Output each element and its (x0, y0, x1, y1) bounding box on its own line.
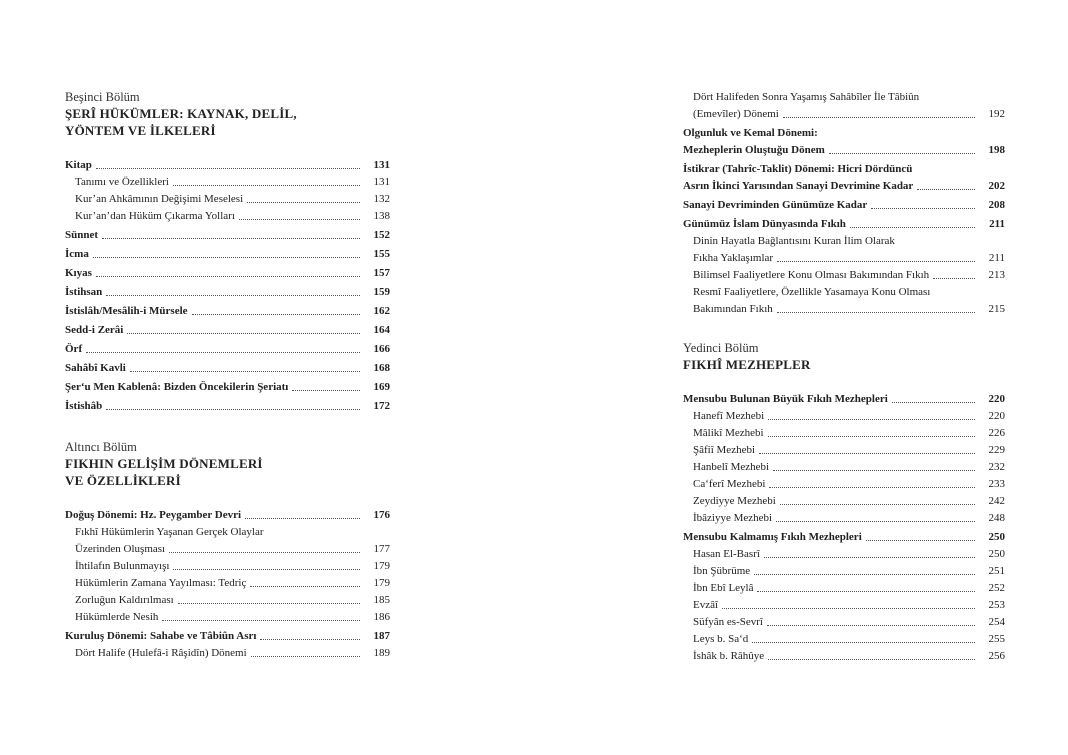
toc-entry-title: Hanbelî Mezhebi (693, 461, 770, 473)
toc-entry-title: Leys b. Sa‘d (693, 633, 749, 645)
toc-entry-row (683, 442, 1005, 459)
page-number: 186 (373, 611, 390, 623)
toc-entry-row (683, 648, 1005, 665)
toc-entry-row (65, 628, 390, 645)
page-number: 220 (988, 393, 1005, 405)
page-number: 213 (988, 269, 1005, 281)
toc-entry-row (65, 227, 390, 244)
toc-entry-title: Sahâbî Kavli (65, 362, 126, 374)
dot-leader (106, 295, 360, 296)
toc-entry-row (683, 459, 1005, 476)
toc-entry-row (65, 398, 390, 415)
toc-heading-entry[interactable] (65, 628, 390, 645)
toc-subentry[interactable] (65, 174, 390, 191)
toc-entry-title: Dört Halife (Hulefâ-i Râşidîn) Dönemi (75, 647, 247, 659)
toc-subentry[interactable] (683, 267, 1005, 284)
dot-leader (239, 219, 360, 220)
toc-entry-title: Süfyân es-Sevrî (693, 616, 763, 628)
toc-entry-row (683, 510, 1005, 527)
toc-entry-row (683, 250, 1005, 267)
chapter-label: Altıncı Bölüm (65, 440, 137, 454)
toc-entry-title: İbn Ebî Leylâ (693, 582, 754, 594)
page-number: 255 (988, 633, 1005, 645)
toc-subentry[interactable] (683, 233, 1005, 267)
toc-entry-title: Hasan El-Basrî (693, 548, 760, 560)
page-number: 226 (988, 427, 1005, 439)
page-number: 253 (988, 599, 1005, 611)
dot-leader (773, 470, 975, 471)
toc-entry-row (65, 284, 390, 301)
toc-entry-row (683, 580, 1005, 597)
dot-leader (783, 117, 975, 118)
toc-entry-row (65, 303, 390, 320)
page-number: 189 (373, 647, 390, 659)
dot-leader (754, 574, 975, 575)
toc-entry-row (683, 614, 1005, 631)
toc-subentry[interactable] (65, 575, 390, 592)
toc-entry-title: Zeydiyye Mezhebi (693, 495, 776, 507)
toc-entry-row (65, 360, 390, 377)
dot-leader (777, 312, 975, 313)
dot-leader (173, 185, 360, 186)
toc-entry-line: Fıkhî Hükümlerin Yaşanan Gerçek Olaylar (75, 526, 264, 538)
toc-entry-title: Mâlikî Mezhebi (693, 427, 764, 439)
toc-heading-entry[interactable] (65, 398, 390, 415)
chapter-title: VE ÖZELLİKLERİ (65, 473, 181, 488)
toc-subentry[interactable] (683, 648, 1005, 665)
page-number: 164 (373, 324, 390, 336)
page-number: 192 (988, 108, 1005, 120)
toc-entry-title: Mezheplerin Oluştuğu Dönem (683, 144, 825, 156)
toc-heading-entry[interactable] (683, 125, 1005, 159)
toc-entry-row (65, 592, 390, 609)
toc-entry-line: İstikrar (Tahrîc-Taklit) Dönemi: Hicri Dördüncü (683, 163, 913, 175)
toc-entry-title: Kıyas (65, 267, 92, 279)
toc-entry-row (683, 106, 1005, 123)
toc-entry-title: Örf (65, 343, 83, 355)
toc-entry-title: (Emevîler) Dönemi (693, 108, 779, 120)
page-number: 232 (988, 461, 1005, 473)
toc-subentry[interactable] (65, 524, 390, 558)
page-number: 131 (373, 159, 390, 171)
page-number: 155 (373, 248, 390, 260)
dot-leader (850, 227, 975, 228)
dot-leader (251, 656, 360, 657)
toc-heading-entry[interactable] (65, 360, 390, 377)
toc-entry-title: İhtilafın Bulunmayışı (75, 560, 170, 572)
dot-leader (247, 202, 360, 203)
toc-entry-row (65, 265, 390, 282)
toc-entry-title: İbâziyye Mezhebi (693, 512, 773, 524)
page-number: 229 (988, 444, 1005, 456)
toc-entry-title: Şer‘u Men Kablenâ: Bizden Öncekilerin Şeriatı (65, 381, 289, 393)
dot-leader (759, 453, 975, 454)
dot-leader (829, 153, 975, 154)
page-number: 251 (988, 565, 1005, 577)
dot-leader (768, 436, 975, 437)
dot-leader (96, 168, 360, 169)
toc-subentry[interactable] (683, 563, 1005, 580)
page-number: 176 (373, 509, 390, 521)
toc-entry-title: Hükümlerin Zamana Yayılması: Tedriç (75, 577, 247, 589)
toc-entry-title: Sünnet (65, 229, 99, 241)
dot-leader (777, 261, 975, 262)
toc-entry-title: Fıkha Yaklaşımlar (693, 252, 774, 264)
chapter-label: Beşinci Bölüm (65, 90, 140, 104)
page-number: 179 (373, 560, 390, 572)
page-number: 157 (373, 267, 390, 279)
toc-heading-entry[interactable] (683, 391, 1005, 408)
toc-entry-title: Ca‘ferî Mezhebi (693, 478, 766, 490)
toc-heading-entry[interactable] (65, 303, 390, 320)
toc-heading-entry[interactable] (65, 284, 390, 301)
dot-leader (86, 352, 360, 353)
toc-entry-row (683, 476, 1005, 493)
toc-entry-title: İstishâb (65, 400, 103, 412)
toc-heading-entry[interactable] (683, 529, 1005, 546)
toc-entry-title: Kitap (65, 159, 92, 171)
toc-subentry[interactable] (683, 425, 1005, 442)
dot-leader (866, 540, 975, 541)
left-page-toc (65, 89, 390, 662)
toc-subentry[interactable] (65, 645, 390, 662)
page-number: 242 (988, 495, 1005, 507)
toc-entry-line: Dört Halifeden Sonra Yaşamış Sahâbîler İle Tâbiûn (693, 91, 920, 103)
toc-heading-entry[interactable] (65, 157, 390, 174)
toc-subentry[interactable] (65, 558, 390, 575)
toc-entry-row (683, 178, 1005, 195)
toc-entry-row (65, 322, 390, 339)
page-number: 179 (373, 577, 390, 589)
toc-entry-row (65, 507, 390, 524)
dot-leader (130, 371, 360, 372)
toc-heading-entry[interactable] (65, 322, 390, 339)
chapter-title: YÖNTEM VE İLKELERİ (65, 123, 216, 138)
page-number: 166 (373, 343, 390, 355)
toc-entry-row (65, 157, 390, 174)
dot-leader (250, 586, 360, 587)
toc-subentry[interactable] (683, 459, 1005, 476)
toc-entry-title: Bilimsel Faaliyetlere Konu Olması Bakımından Fıkıh (693, 269, 930, 281)
page-number: 215 (988, 303, 1005, 315)
toc-entry-title: İcma (65, 248, 89, 260)
toc-subentry[interactable] (683, 631, 1005, 648)
toc-entry-title: Şâfiî Mezhebi (693, 444, 756, 456)
toc-subentry[interactable] (683, 89, 1005, 123)
dot-leader (768, 659, 975, 660)
toc-entry-row (65, 575, 390, 592)
toc-entry-title: Kur’an Ahkâmının Değişimi Meselesi (75, 193, 244, 205)
toc-entry-row (65, 174, 390, 191)
dot-leader (892, 402, 975, 403)
dot-leader (102, 238, 360, 239)
toc-entry-row (65, 645, 390, 662)
page-number: 198 (988, 144, 1005, 156)
toc-entry-title: Hanefî Mezhebi (693, 410, 765, 422)
toc-entry-title: Doğuş Dönemi: Hz. Peygamber Devri (65, 509, 242, 521)
toc-entry-title: Hükümlerde Nesih (75, 611, 159, 623)
toc-entry-title: İshâk b. Râhûye (693, 650, 765, 662)
page-number: 172 (373, 400, 390, 412)
toc-entry-row (65, 541, 390, 558)
toc-heading-entry[interactable] (65, 379, 390, 396)
toc-entry-row (683, 425, 1005, 442)
toc-entry-title: Kur’an’dan Hüküm Çıkarma Yolları (75, 210, 235, 222)
dot-leader (752, 642, 975, 643)
dot-leader (292, 390, 360, 391)
toc-entry-row (65, 558, 390, 575)
toc-subentry[interactable] (683, 510, 1005, 527)
page-number: 250 (988, 548, 1005, 560)
dot-leader (162, 620, 360, 621)
toc-entry-title: Mensubu Bulunan Büyük Fıkıh Mezhepleri (683, 393, 888, 405)
toc-entry-line: Resmî Faaliyetlere, Özellikle Yasamaya Konu Olması (693, 286, 931, 298)
page-number: 248 (988, 512, 1005, 524)
page-number: 162 (373, 305, 390, 317)
dot-leader (764, 557, 975, 558)
toc-subentry[interactable] (65, 609, 390, 626)
toc-entry-row (65, 379, 390, 396)
toc-subentry[interactable] (683, 476, 1005, 493)
dot-leader (169, 552, 360, 553)
dot-leader (917, 189, 975, 190)
chapter-title: FIKHÎ MEZHEPLER (683, 357, 811, 372)
toc-entry-row (683, 493, 1005, 510)
toc-entry-title: Sanayi Devriminden Günümüze Kadar (683, 199, 868, 211)
page-number: 177 (373, 543, 390, 555)
toc-entry-title: Zorluğun Kaldırılması (75, 594, 174, 606)
toc-entry-row (683, 563, 1005, 580)
dot-leader (757, 591, 975, 592)
page-number: 252 (988, 582, 1005, 594)
toc-entry-row (683, 216, 1005, 233)
toc-entry-row (65, 609, 390, 626)
chapter-title: ŞERÎ HÜKÜMLER: KAYNAK, DELİL, (65, 106, 297, 121)
page-number: 168 (373, 362, 390, 374)
toc-entry-row (683, 408, 1005, 425)
dot-leader (96, 276, 360, 277)
toc-subentry[interactable] (683, 442, 1005, 459)
toc-entry-title: Asrın İkinci Yarısından Sanayi Devrimine Kadar (683, 180, 914, 192)
page-number: 152 (373, 229, 390, 241)
toc-heading-entry[interactable] (65, 246, 390, 263)
toc-entry-line: Dinin Hayatla Bağlantısını Kuran İlim Olarak (693, 235, 895, 247)
page-number: 169 (373, 381, 390, 393)
toc-entry-title: Sedd-i Zerâi (65, 324, 124, 336)
page-number: 131 (373, 176, 390, 188)
toc-subentry[interactable] (65, 592, 390, 609)
toc-entry-row (683, 197, 1005, 214)
toc-entry-title: Evzâî (693, 599, 719, 611)
toc-entry-row (683, 267, 1005, 284)
dot-leader (178, 603, 360, 604)
dot-leader (245, 518, 360, 519)
toc-heading-entry[interactable] (683, 216, 1005, 233)
toc-entry-row (65, 208, 390, 225)
toc-entry-row (65, 246, 390, 263)
toc-heading-entry[interactable] (683, 161, 1005, 195)
toc-subentry[interactable] (683, 493, 1005, 510)
dot-leader (933, 278, 975, 279)
toc-subentry[interactable] (683, 614, 1005, 631)
toc-entry-row (683, 142, 1005, 159)
toc-heading-entry[interactable] (65, 507, 390, 524)
toc-entry-row (683, 631, 1005, 648)
toc-entry-row (683, 546, 1005, 563)
page-number: 187 (373, 630, 390, 642)
toc-entry-title: İstihsan (65, 286, 103, 298)
page-number: 256 (988, 650, 1005, 662)
toc-entry-title: Günümüz İslam Dünyasında Fıkıh (683, 218, 846, 230)
dot-leader (106, 409, 360, 410)
page-number: 159 (373, 286, 390, 298)
toc-subentry[interactable] (683, 408, 1005, 425)
toc-subentry[interactable] (65, 208, 390, 225)
page-number: 208 (988, 199, 1005, 211)
toc-heading-entry[interactable] (65, 227, 390, 244)
dot-leader (769, 487, 975, 488)
dot-leader (780, 504, 975, 505)
toc-subentry[interactable] (683, 284, 1005, 318)
toc-entry-title: İstislâh/Mesâlih-i Mürsele (65, 305, 188, 317)
toc-entry-row (65, 341, 390, 358)
dot-leader (722, 608, 975, 609)
page-number: 250 (988, 531, 1005, 543)
toc-entry-row (683, 301, 1005, 318)
page-number: 211 (988, 252, 1005, 264)
toc-entry-title: Üzerinden Oluşması (75, 543, 166, 555)
page-number: 202 (988, 180, 1005, 192)
toc-entry-title: Bakımından Fıkıh (693, 303, 773, 315)
dot-leader (93, 257, 360, 258)
toc-subentry[interactable] (683, 597, 1005, 614)
dot-leader (173, 569, 360, 570)
toc-entry-title: İbn Şübrüme (693, 565, 751, 577)
toc-heading-entry[interactable] (683, 197, 1005, 214)
toc-entry-row (683, 391, 1005, 408)
toc-entry-line: Olgunluk ve Kemal Dönemi: (683, 127, 818, 139)
page-number: 254 (988, 616, 1005, 628)
toc-entry-title: Mensubu Kalmamış Fıkıh Mezhepleri (683, 531, 862, 543)
toc-heading-entry[interactable] (65, 265, 390, 282)
chapter-label: Yedinci Bölüm (683, 341, 759, 355)
page-number: 132 (373, 193, 390, 205)
dot-leader (127, 333, 360, 334)
toc-subentry[interactable] (683, 546, 1005, 563)
toc-entry-row (683, 529, 1005, 546)
dot-leader (768, 419, 975, 420)
dot-leader (260, 639, 360, 640)
dot-leader (776, 521, 975, 522)
toc-entry-row (65, 191, 390, 208)
page-number: 185 (373, 594, 390, 606)
toc-entry-title: Kuruluş Dönemi: Sahabe ve Tâbiûn Asrı (65, 630, 257, 642)
page-number: 220 (988, 410, 1005, 422)
toc-subentry[interactable] (65, 191, 390, 208)
right-page-toc (683, 89, 1005, 665)
toc-subentry[interactable] (683, 580, 1005, 597)
toc-heading-entry[interactable] (65, 341, 390, 358)
dot-leader (871, 208, 975, 209)
dot-leader (192, 314, 360, 315)
chapter-title: FIKHIN GELİŞİM DÖNEMLERİ (65, 456, 263, 471)
page-number: 233 (988, 478, 1005, 490)
toc-entry-row (683, 597, 1005, 614)
toc-entry-title: Tanımı ve Özellikleri (75, 176, 169, 188)
page-number: 211 (989, 218, 1005, 230)
page-number: 138 (373, 210, 390, 222)
dot-leader (767, 625, 975, 626)
